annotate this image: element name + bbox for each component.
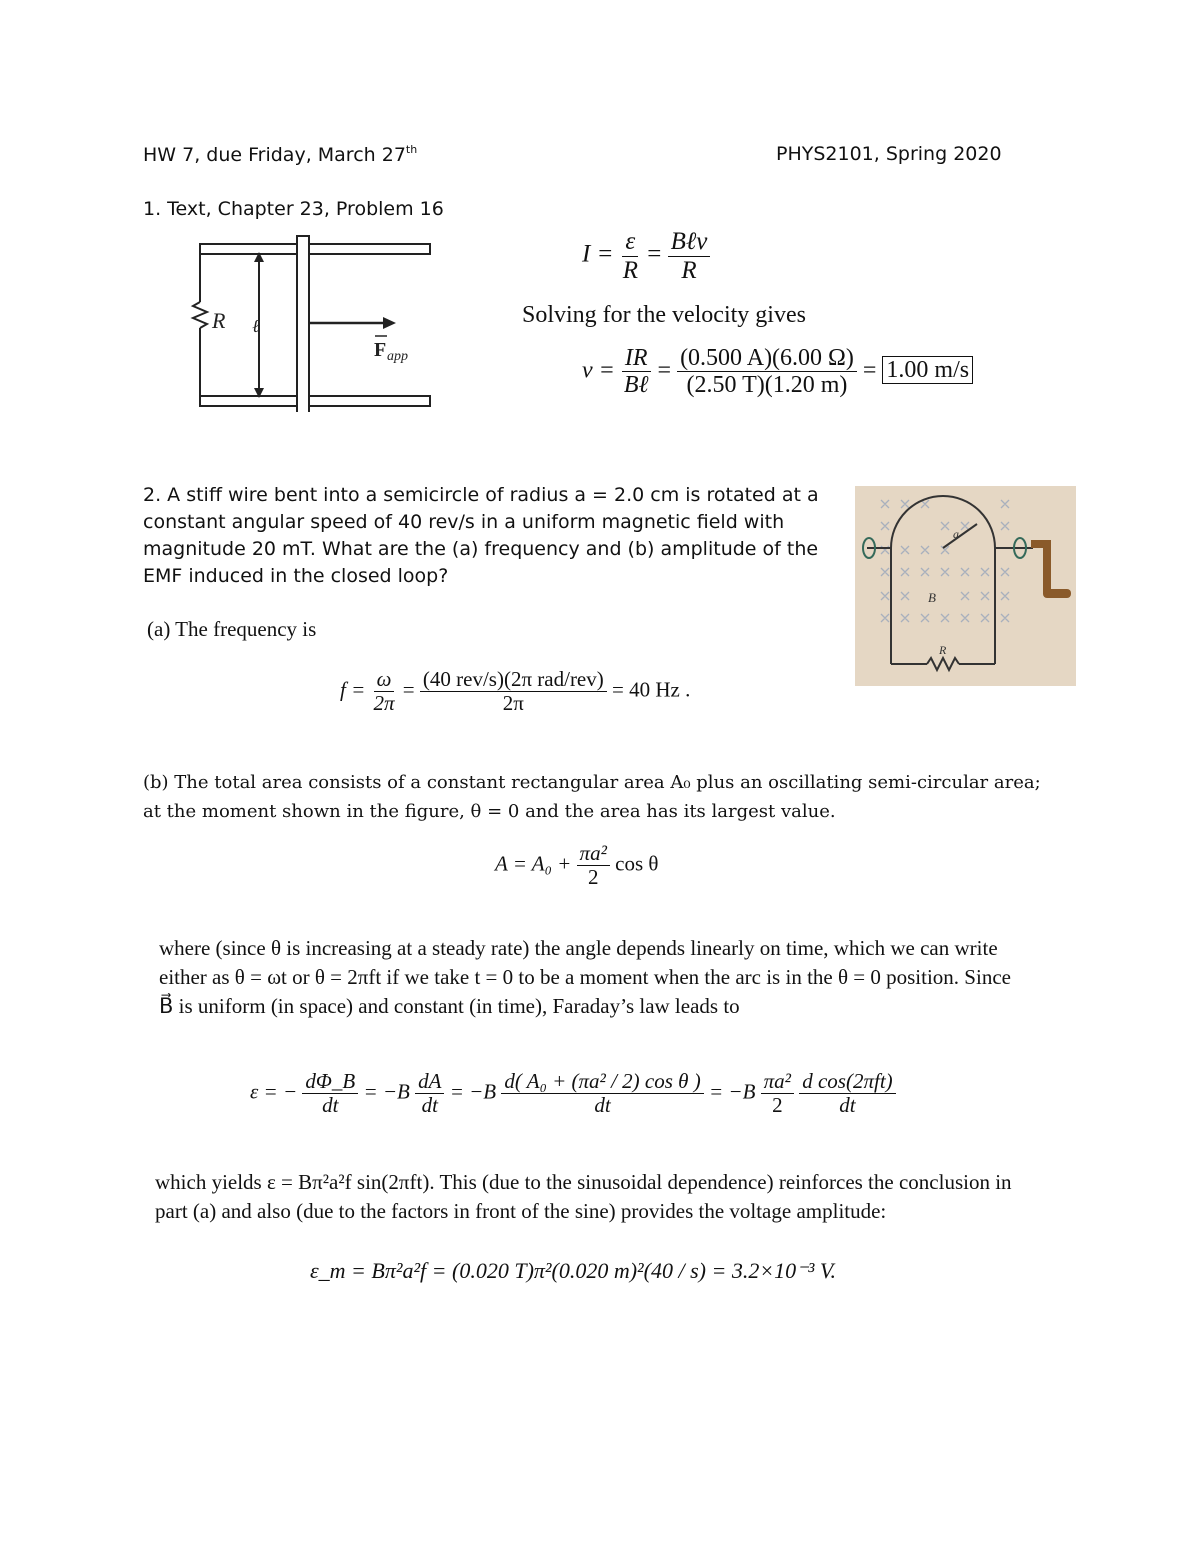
emf-f4-den: 2 — [772, 1093, 783, 1118]
eq1-f2-num: Bℓv — [668, 228, 711, 257]
figure-l-label: ℓ — [252, 316, 260, 336]
emf-f5-den: dt — [839, 1093, 856, 1118]
eqA-lhs: A = A₀ + — [495, 851, 572, 876]
eq2-frac2 — [677, 345, 857, 399]
emf-frac4 — [761, 1070, 794, 1117]
emf-m3: = −B — [708, 1079, 756, 1104]
solving-text: Solving for the velocity gives — [522, 302, 806, 328]
eqA-rhs: cos θ — [615, 851, 659, 876]
eq2-f2-num: (0.500 A)(6.00 Ω) — [677, 345, 857, 372]
eq2-f1-den: Bℓ — [623, 372, 649, 399]
problem1-label: 1. Text, Chapter 23, Problem 16 — [143, 198, 444, 220]
eqf-rhs: = 40 Hz . — [612, 677, 691, 702]
faraday-paragraph: where (since θ is increasing at a steady rate) the angle depends linearly on time, which we can write either as θ = ωt or θ = 2πft if we take t = 0 to be a moment when the arc is in the θ = 0 position. Since B⃗ is uniform (in space) and constant (in time), Faraday’s law leads to — [159, 936, 1011, 1018]
emf-f1-num: dΦ_B — [302, 1070, 358, 1094]
figure-f-sub: app — [387, 349, 408, 364]
eqA-num: πa² — [577, 842, 610, 866]
eq2-f1-num: IR — [622, 345, 651, 372]
eq2-frac1 — [621, 345, 652, 399]
emf-f5-num: d cos(2πft) — [799, 1070, 895, 1094]
eq2-f2-den: (2.50 T)(1.20 m) — [686, 372, 848, 399]
eqA-frac — [577, 842, 610, 889]
figure-a-label: a — [953, 527, 959, 541]
part-b-line1: (b) The total area consists of a constant rectangular area A₀ plus an oscillating semi-circular area; — [143, 772, 1041, 793]
amplitude-paragraph: which yields ε = Bπ²a²f sin(2πft). This (due to the sinusoidal dependence) reinforces the conclusion in part (a) and also (due to the factors in front of the sine) provides the voltage amplitude: — [155, 1170, 1012, 1223]
eq1-frac2 — [668, 228, 711, 284]
final-amplitude-equation: ε_m = Bπ²a²f = (0.020 T)π²(0.020 m)²(40 / s) = 3.2×10⁻³ V. — [310, 1258, 836, 1283]
figure-f-label: F — [374, 339, 387, 361]
emf-derivation-equation — [250, 1070, 896, 1117]
emf-lhs: ε = − — [250, 1079, 298, 1104]
emf-frac1 — [302, 1070, 358, 1117]
eq1-f2-den: R — [681, 256, 697, 284]
eqf-frac2 — [420, 668, 607, 715]
part-a-label: (a) The frequency is — [147, 617, 317, 641]
emf-f4-num: πa² — [761, 1070, 794, 1094]
header-right: PHYS2101, Spring 2020 — [776, 143, 1002, 165]
current-equation — [582, 228, 710, 284]
eq1-f1-num: ε — [622, 228, 638, 257]
eq2-eq2: = — [862, 357, 877, 384]
rail-circuit-figure — [180, 232, 440, 412]
figure-b-label: B — [928, 590, 936, 605]
header-left-sup: th — [405, 143, 418, 156]
eqf-f1-num: ω — [374, 668, 395, 692]
eqf-frac1 — [371, 668, 398, 715]
emf-m2: = −B — [449, 1079, 497, 1104]
header-left-text: HW 7, due Friday, March 27 — [143, 144, 406, 166]
eqf-f2-num: (40 rev/s)(2π rad/rev) — [420, 668, 607, 692]
eqf-f1-den: 2π — [373, 691, 395, 716]
eq1-eq: = — [647, 240, 662, 268]
eqf-eq: = — [402, 677, 415, 702]
semicircle-loop-figure — [855, 486, 1076, 686]
emf-frac5 — [799, 1070, 895, 1117]
emf-f1-den: dt — [322, 1093, 339, 1118]
eq1-frac1 — [620, 228, 641, 284]
force-arrow — [383, 317, 396, 329]
frequency-equation — [340, 668, 690, 715]
eq1-f1-den: R — [622, 256, 638, 284]
emf-f3-den: dt — [594, 1093, 611, 1118]
emf-f2-num: dA — [415, 1070, 444, 1094]
emf-f2-den: dt — [421, 1093, 438, 1118]
emf-frac3 — [501, 1070, 703, 1117]
area-equation — [495, 842, 658, 889]
eqf-lhs: f = — [340, 677, 366, 702]
part-b-line2: at the moment shown in the figure, θ = 0 and the area has its largest value. — [143, 801, 836, 822]
eqA-den: 2 — [587, 865, 599, 890]
eq2-lhs: v = — [582, 357, 615, 384]
figure-r-label: R — [212, 308, 226, 333]
eq2-eq: = — [657, 357, 672, 384]
velocity-equation — [582, 345, 973, 399]
emf-m1: = −B — [363, 1079, 410, 1104]
emf-frac2 — [415, 1070, 444, 1117]
eqf-f2-den: 2π — [502, 691, 524, 716]
emf-f3-num: d( A₀ + (πa² / 2) cos θ ) — [501, 1070, 703, 1094]
eq1-lhs: I = — [582, 240, 614, 268]
part-b-text — [143, 768, 1143, 826]
figure-r2-label: R — [939, 643, 947, 657]
eq2-answer-box: 1.00 m/s — [882, 356, 973, 384]
problem2-statement: 2. A stiff wire bent into a semicircle of radius a = 2.0 cm is rotated at a constant angular speed of 40 rev/s in a uniform magnetic field with magnitude 20 mT. What are the (a) frequency and (b) amplitude of the EMF induced in the closed loop? — [143, 484, 819, 587]
header-left — [143, 143, 417, 166]
